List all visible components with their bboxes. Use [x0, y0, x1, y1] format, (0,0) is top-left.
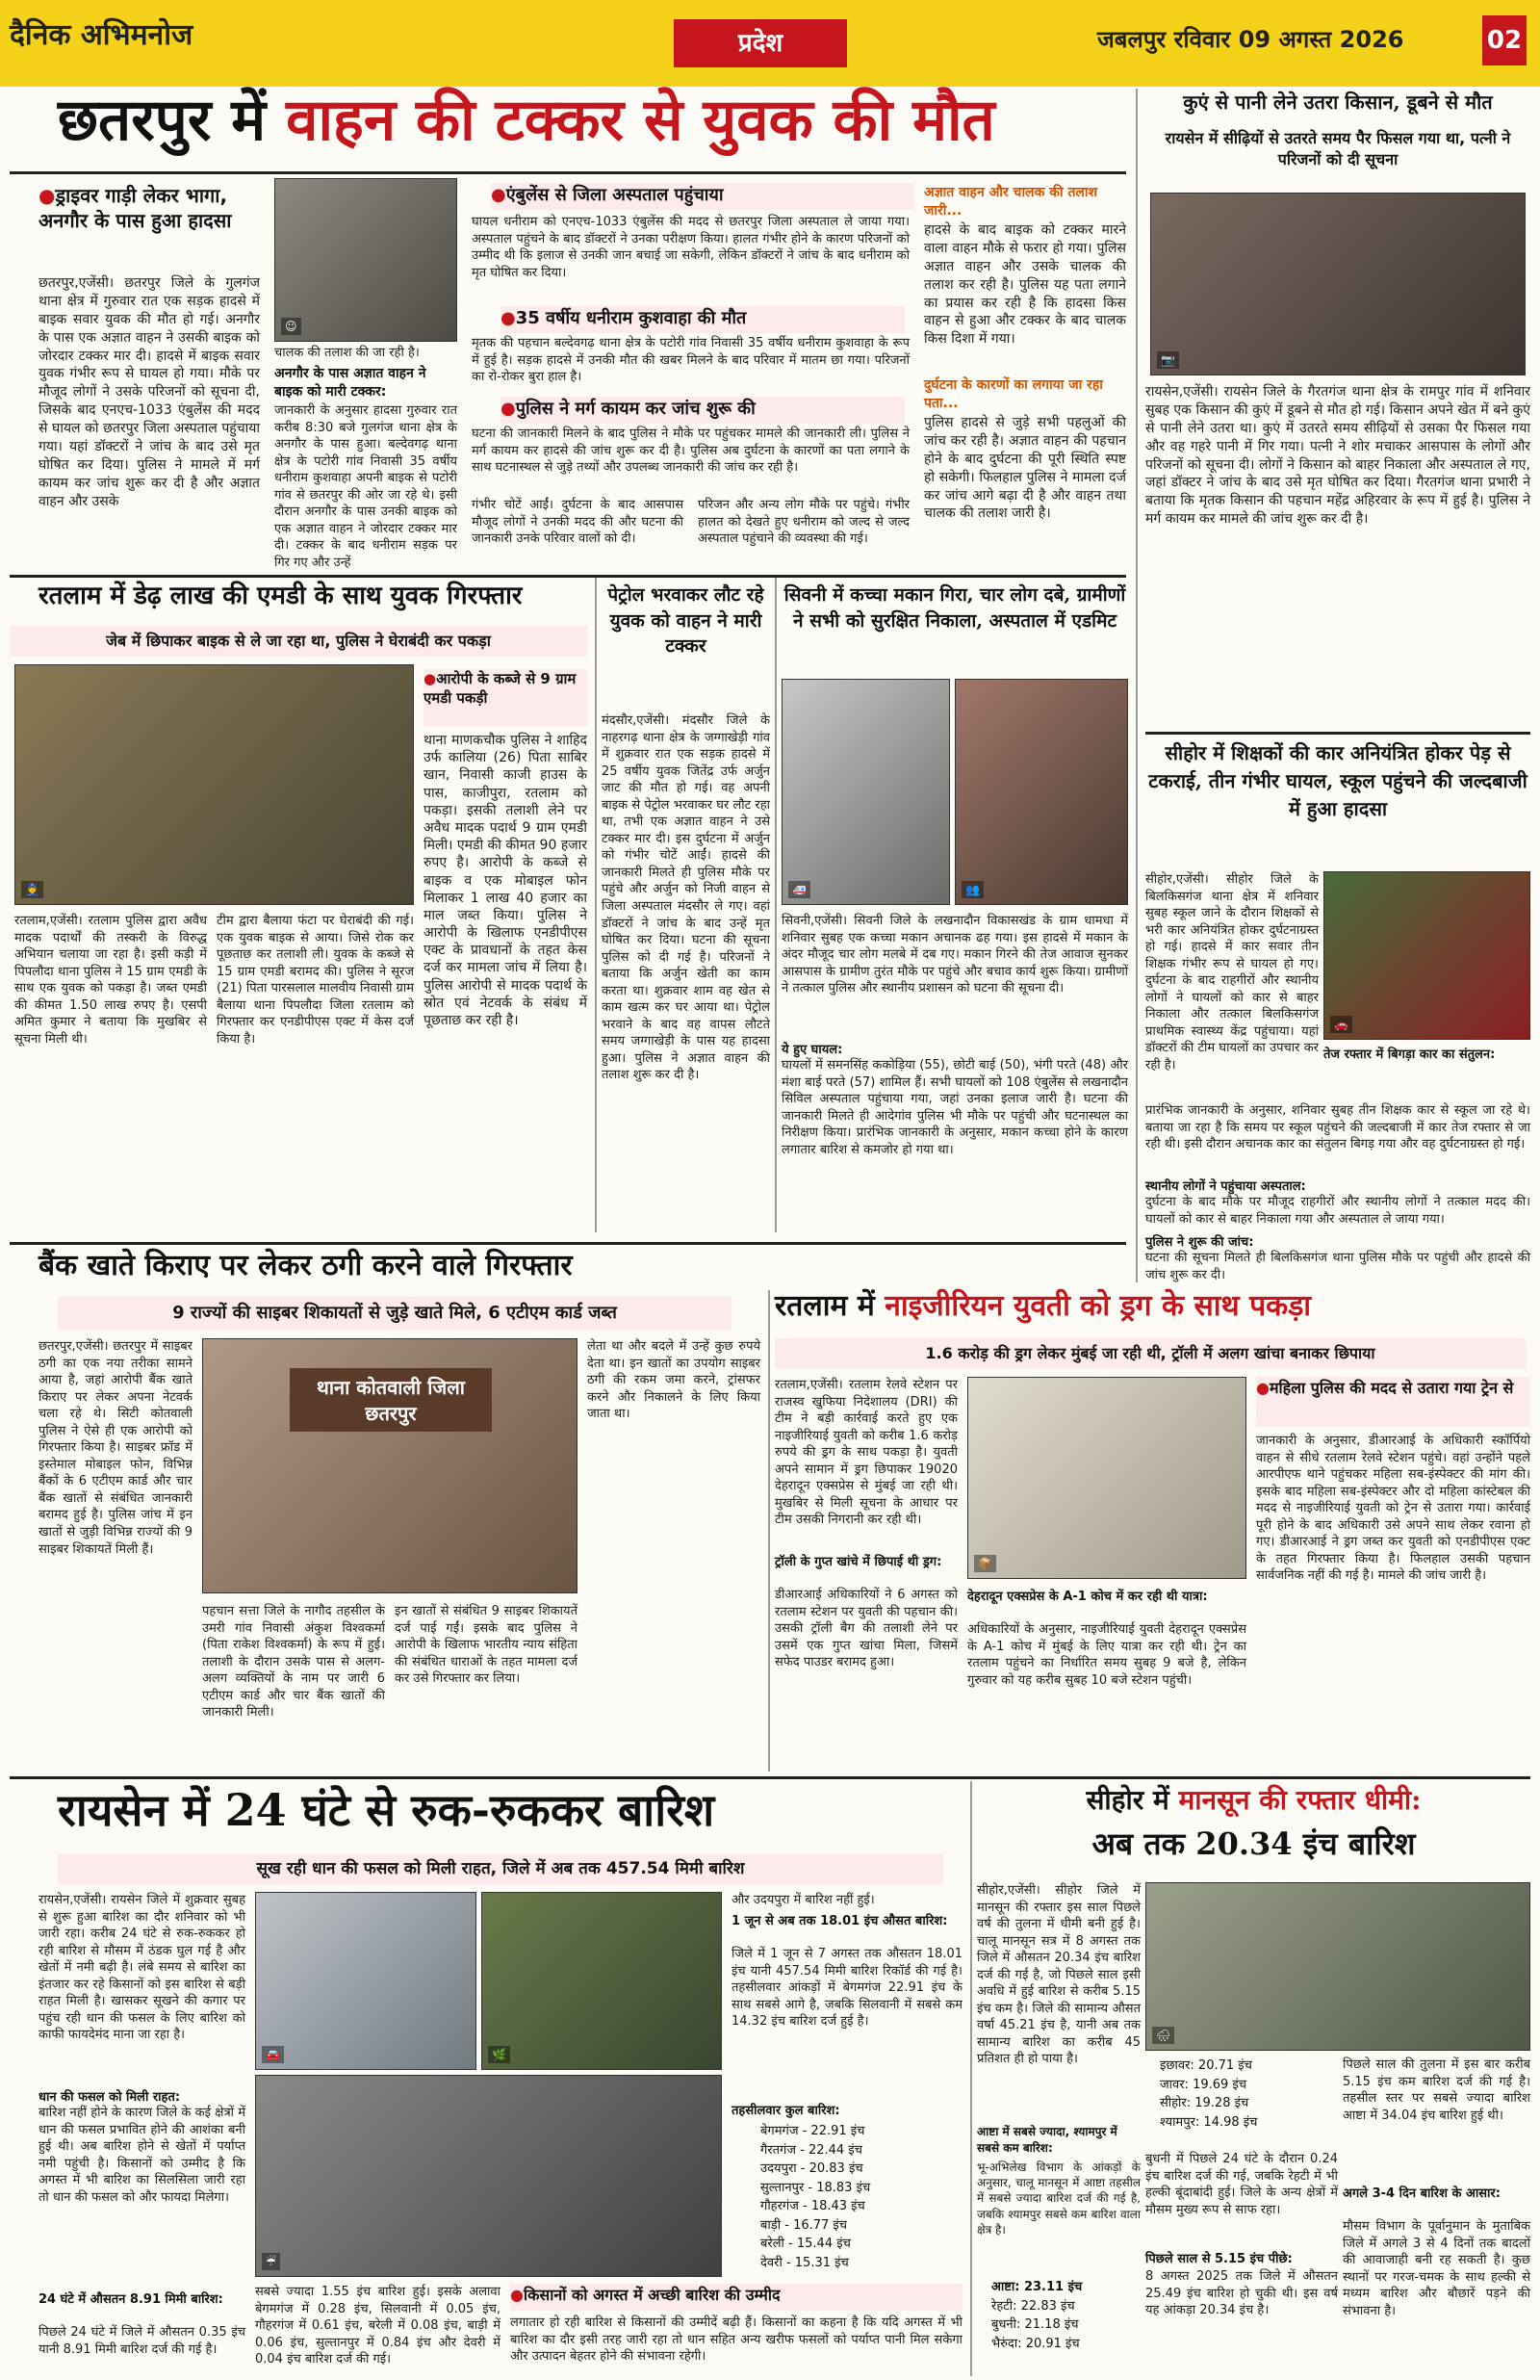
- story10-body5: पिछले साल की तुलना में इस बार करीब 5.15 इंच कम बारिश दर्ज की गई है। तहसील स्तर पर सबसे ज्यादा बारिश आष्टा में 34.04 इंच बारिश हुई थी।: [1343, 2057, 1530, 2123]
- story1-body6: गंभीर चोटें आईं। दुर्घटना के बाद आसपास मौजूद लोगों ने उनकी मदद की और घटना की जानकारी उनके परिवार वालों को दी।: [472, 498, 683, 547]
- story8-headline-part2: नाइजीरियन युवती को ड्रग के साथ पकड़ा: [885, 1289, 1312, 1323]
- divider: [1145, 732, 1530, 735]
- newspaper-logo: दैनिक अभिमनोज: [10, 18, 193, 52]
- photo-label: ☔: [262, 2253, 280, 2270]
- story9-body2: बारिश नहीं होने के कारण जिले के कई क्षेत्रों में धान की फसल प्रभावित होने की आशंका बनी हुई थी। अब बारिश होने से खेतों में पर्याप्त नमी पहुंची है। किसानों को उम्मीद है कि अगस्त में भी बारिश का सिलसिला जारी रहा तो धान की फसल को और फायदा मिलेगा।: [38, 2106, 245, 2205]
- story6-body: सीहोर,एजेंसी। सीहोर जिले के बिलकिसगंज थाना क्षेत्र में शनिवार सुबह स्कूल जाने के दौरान शिक्षकों से भरी कार अनियंत्रित होकर दुर्घटनाग्रस्त हो गई। हादसे में कार सवार तीन शिक्षक गंभीर रूप से घायल हो गए। दुर्घटना के बाद राहगीरों और स्थानीय लोगों ने घायलों को कार से बाहर निकाला और तत्काल बिलकिसगंज प्राथमिक स्वास्थ्य केंद्र पहुंचाया। यहां डॉक्टरों की टीम घायलों का उपचार कर रही है।: [1145, 872, 1319, 1074]
- story2-headline: कुएं से पानी लेने उतरा किसान, डूबने से मौत: [1183, 91, 1493, 114]
- story6-body4: घटना की सूचना मिलते ही बिलकिसगंज थाना पुलिस मौके पर पहुंची और हादसे की जांच शुरू कर दी।: [1145, 1251, 1530, 1282]
- photo-label: 👥: [962, 881, 984, 898]
- story3-headline: रतलाम में डेढ़ लाख की एमडी के साथ युवक गिरफ्तार: [38, 582, 523, 610]
- story10-body1: सीहोर,एजेंसी। सीहोर जिले में मानसून की रफ्तार इस साल पिछले वर्ष की तुलना में धीमी बनी हुई है। चालू मानसून सत्र में 8 अगस्त तक जिले में औसतन 20.34 इंच बारिश दर्ज की गई है, जो पिछले साल इसी अवधि में हुई बारिश से करीब 5.15 इंच कम है। जिले की सामान्य औसत वर्षा 45.21 इंच है, यानी अब तक सामान्य बारिश का करीब 45 प्रतिशत ही हो पाया है।: [977, 1883, 1141, 2067]
- story1-photo-caption: चालक की तलाश की जा रही है।: [274, 346, 420, 360]
- story3-subhead: जेब में छिपाकर बाइक से ले जा रहा था, पुलिस ने घेराबंदी कर पकड़ा: [10, 626, 587, 657]
- divider: [768, 1290, 770, 1772]
- story7-headline: बैंक खाते किराए पर लेकर ठगी करने वाले गिरफ्तार: [38, 1249, 573, 1282]
- story8-photo-drugs: [967, 1377, 1246, 1579]
- story1-body3: घायल धनीराम को एनएच-1033 एंबुलेंस की मदद से छतरपुर जिला अस्पताल ले जाया गया। अस्पताल पहुंचने के बाद डॉक्टरों ने उनका परीक्षण किया। हालत गंभीर होने के कारण परिजनों को उम्मीद थी कि इलाज से उनकी जान बचाई जा सकेगी, लेकिन डॉक्टरों ने जांच के बाद धनीराम को मृत घोषित कर दिया।: [472, 215, 910, 280]
- story10-body2: भू-अभिलेख विभाग के आंकड़ों के अनुसार, चालू मानसून में आष्टा तहसील में सबसे ज्यादा बारिश दर्ज की गई है, जबकि श्यामपुर सबसे कम बारिश वाला क्षेत्र है।: [977, 2160, 1141, 2237]
- story1-body2: जानकारी के अनुसार हादसा गुरुवार रात करीब 8:30 बजे गुलगंज थाना क्षेत्र के अनगौर के पास हुआ। बल्देवगढ़ थाना क्षेत्र के पटोरी गांव निवासी 35 वर्षीय धनीराम कुशवाहा अपनी बाइक से पटोरी गांव से छतरपुर की ओर जा रहे थे। इसी दौरान अनगौर के पास उनकी बाइक को एक अज्ञात वाहन ने जोरदार टक्कर मार दी। टक्कर के बाद धनीराम सड़क पर गिर गए और उन्हें: [274, 403, 457, 570]
- story9-photo-car-rain: [255, 1892, 476, 2070]
- page-number: 02: [1482, 15, 1527, 65]
- story9-body6: सबसे ज्यादा 1.55 इंच बारिश हुई। इसके अलावा बेगमगंज में 0.28 इंच, सिलवानी में 0.05 इंच, गौहरगंज में 0.61 इंच, बरेली में 0.08 इंच, बाड़ी में 0.06 इंच, सुल्तानपुर में 0.84 इंच और देवरी में 0.04 इंच बारिश दर्ज की गई।: [255, 2285, 500, 2367]
- story1-body7: परिजन और अन्य लोग मौके पर पहुंचे। गंभीर हालत को देखते हुए धनीराम को जल्द से जल्द अस्पताल पहुंचाने की व्यवस्था की गई।: [698, 498, 910, 547]
- story3-box-body: थाना माणकचौक पुलिस ने शाहिद उर्फ कालिया (26) पिता साबिर खान, निवासी काजी हाउस के पास, काजीपुरा, रतलाम को पकड़ा। इसकी तलाशी लेने पर अवैध मादक पदार्थ 9 ग्राम एमडी मिली। एमडी की कीमत 90 हजार रुपए है। आरोपी के कब्जे से बाइक व एक मोबाइल फोन मिलाकर 1 लाख 40 हजार का माल जब्त किया। पुलिस ने आरोपी के खिलाफ एनडीपीएस एक्ट के प्रावधानों के तहत केस दर्ज कर मामला जांच में लिया है। पुलिस आरोपी से मादक पदार्थ के स्रोत एवं नेटवर्क के संबंध में पूछताछ कर रही है।: [424, 733, 587, 1028]
- story3-box-title: ● आरोपी के कब्जे से 9 ग्राम एमडी पकड़ी: [424, 669, 587, 727]
- story1-headline-part2: वाहन की टक्कर से युवक की मौत: [286, 87, 995, 154]
- story9-body4: और उदयपुरा में बारिश नहीं हुई।: [732, 1893, 875, 1907]
- story9-subhead2: धान की फसल को मिली राहत:: [38, 2090, 181, 2105]
- divider: [1136, 89, 1138, 1282]
- masthead: [0, 0, 1540, 87]
- story9-photo-market: [481, 1892, 722, 2070]
- story10-headline-line2: अब तक 20.34 इंच बारिश: [1091, 1825, 1416, 1862]
- story9-body1: रायसेन,एजेंसी। रायसेन जिले में शुक्रवार सुबह से शुरू हुआ बारिश का दौर शनिवार को भी जारी रहा। करीब 24 घंटे से रुक-रुककर हो रही बारिश से मौसम में ठंडक घुल गई है और खेतों में नमी बढ़ी है। लंबे समय से बारिश का इंतजार कर रहे किसानों को इस बारिश से बड़ी राहत मिली है। खासकर सूखने की कगार पर पहुंच रही धान की फसल के लिए बारिश को काफी फायदेमंद माना जा रहा है।: [38, 1893, 245, 2043]
- story6-subhead3: पुलिस ने शुरू की जांच:: [1145, 1235, 1254, 1250]
- story8-body2: डीआरआई अधिकारियों ने 6 अगस्त को रतलाम स्टेशन पर युवती की पहचान की। उसकी ट्रॉली बैग की तलाशी लेने पर उसमें एक गुप्त खांचा मिला, जिसमें सफेद पाउडर बरामद हुआ।: [775, 1588, 958, 1670]
- story9-photo-street: [255, 2075, 722, 2277]
- story8-body3: अधिकारियों के अनुसार, नाइजीरियाई युवती देहरादून एक्सप्रेस के A-1 कोच में मुंबई के लिए यात्रा कर रही थी। ट्रेन का रतलाम पहुंचने का निर्धारित समय सुबह 9 बजे है, लेकिन गुरुवार को यह करीब सुबह 10 बजे स्टेशन पहुंची।: [967, 1622, 1246, 1688]
- story10-subhead3: अगले 3-4 दिन बारिश के आसार:: [1343, 2186, 1501, 2201]
- list-item: बेगमगंज - 22.91 इंच: [760, 2124, 865, 2138]
- photo-label: 🚘: [262, 2046, 284, 2063]
- list-item: सीहोर: 19.28 इंच: [1160, 2096, 1249, 2110]
- story7-body2: पहचान सत्ता जिले के नागौद तहसील के उमरी गांव निवासी अंकुश विश्वकर्मा (पिता राकेश विश्वकर्मा) के रूप में हुई। तलाशी के दौरान उसके पास से अलग-अलग व्यक्तियों के नाम पर जारी 6 एटीएम कार्ड और चार बैंक खातों की जानकारी मिली।: [202, 1604, 385, 1720]
- story10-subhead2: पिछले साल से 5.15 इंच पीछे:: [1145, 2252, 1293, 2266]
- story10-body6: मौसम विभाग के पूर्वानुमान के मुताबिक जिले में अगले 3 से 4 दिनों तक बादलों की आवाजाही बनी रह सकती है। कुछ स्थानों पर गरज-चमक के साथ हल्की से मध्यम बारिश और बौछारें पड़ने की संभावना है।: [1343, 2219, 1530, 2318]
- list-item: उदयपुरा - 20.83 इंच: [760, 2161, 863, 2176]
- story4-body: मंदसौर,एजेंसी। मंदसौर जिले के नाहरगढ़ थाना क्षेत्र के जग्गाखेड़ी गांव में शुक्रवार रात एक सड़क हादसे में 25 वर्षीय युवक जितेंद्र उर्फ अर्जुन जाट की मौत हो गई। वह अपनी बाइक से पेट्रोल भरवाकर घर लौट रहा था, तभी एक अज्ञात वाहन ने उसे टक्कर मार दी। इस दुर्घटना में अर्जुन को गंभीर चोटें आईं। हादसे की जानकारी मिलते ही पुलिस मौके पर पहुंचे और अर्जुन को निजी वाहन से जिला अस्पताल मंदसौर ले गए। वहां डॉक्टरों ने जांच के बाद उन्हें मृत घोषित कर दिया। घटना की सूचना पुलिस को दी गई है। परिजनों ने बताया कि अर्जुन खेती का काम करता था। शुक्रवार शाम वह खेत से काम खत्म कर घर आया था। पेट्रोल भरवाने के बाद वह वापस लौटते समय जग्गाखेड़ी के पास यह हादसा हुआ। पुलिस ने अज्ञात वाहन की तलाश शुरू कर दी है।: [602, 713, 770, 1083]
- story5-photo-ambulance: [782, 679, 950, 905]
- story8-side-body: जानकारी के अनुसार, डीआरआई के अधिकारी स्कॉर्पियो वाहन से सीधे रतलाम रेलवे स्टेशन पहुंचे। वहां उन्होंने पहले आरपीएफ थाने पहुंचकर महिला सब-इंस्पेक्टर की मांग की। इसके बाद महिला सब-इंस्पेक्टर और दो महिला कांस्टेबल की मदद से नाइजीरियाई युवती को ट्रेन से उतारा गया। कार्रवाई पूरी होने के बाद अधिकारी उसे अपने साथ लेकर रवाना हो गए। डीआरआई ने ड्रग जब्त कर युवती को एनडीपीएस एक्ट के तहत गिरफ्तार किया है। फिलहाल उसकी पहचान सार्वजनिक नहीं की गई है। मामले की जांच जारी है।: [1256, 1434, 1530, 1584]
- story6-subhead2: स्थानीय लोगों ने पहुंचाया अस्पताल:: [1145, 1179, 1306, 1194]
- story2-photo-women: [1150, 193, 1526, 375]
- story7-photo-sign: थाना कोतवाली जिला छतरपुर: [290, 1368, 492, 1432]
- story5-body2: घायलों में समनसिंह ककोड़िया (55), छोटी बाई (50), भंगी परते (48) और मंशा बाई परते (57) शामिल हैं। सभी घायलों को 108 एंबुलेंस से लखनादौन सिविल अस्पताल पहुंचाया गया, जहां उनका इलाज जारी है। घटना की जानकारी मिलते ही आदेगांव पुलिस भी मौके पर पहुंची और घटनास्थल का निरीक्षण किया। प्रारंभिक जानकारी के अनुसार, मकान कच्चा होने के कारण लगातार बारिश से कमजोर हो गया था।: [782, 1058, 1128, 1157]
- story1-body5: घटना की जानकारी मिलने के बाद पुलिस ने मौके पर पहुंचकर मामले की जानकारी ली। पुलिस ने मर्ग कायम कर हादसे की जांच शुरू कर दी है। पुलिस अब दुर्घटना के कारणों का पता लगाने के साथ घटनास्थल से जुड़े तथ्यों और उपलब्ध जानकारी की जांच कर रही है।: [472, 427, 910, 476]
- story9-subhead3: 24 घंटे में औसतन 8.91 मिमी बारिश:: [38, 2292, 223, 2307]
- story7-subhead: 9 राज्यों की साइबर शिकायतों से जुड़े खाते मिले, 6 एटीएम कार्ड जब्त: [58, 1297, 732, 1330]
- list-item: आष्टा: 23.11 इंच: [991, 2280, 1083, 2294]
- story6-photo-car: [1323, 871, 1530, 1040]
- story9-subhead4: 1 जून से अब तक 18.01 इंच औसत बारिश:: [732, 1914, 948, 1928]
- story8-headline: [775, 1290, 1530, 1332]
- story7-body1: छतरपुर,एजेंसी। छतरपुर में साइबर ठगी का एक नया तरीका सामने आया है, जहां आरोपी बैंक खाते किराए पर लेकर अपना नेटवर्क चला रहे थे। सिटी कोतवाली पुलिस ने ऐसे ही एक आरोपी को गिरफ्तार किया है। साइबर फ्रॉड में इस्तेमाल मोबाइल फोन, विभिन्न बैंकों के 6 एटीएम कार्ड और चार बैंक खातों से संबंधित जानकारी बरामद हुई है। पुलिस जांच में इन खातों से जुड़ी विभिन्न राज्यों की 9 साइबर शिकायतें मिली हैं।: [38, 1339, 192, 1557]
- story6-headline: सीहोर में शिक्षकों की कार अनियंत्रित होकर पेड़ से टकराई, तीन गंभीर घायल, स्कूल पहुंचने की जल्दबाजी में हुआ हादसा: [1148, 741, 1527, 820]
- section-label: प्रदेश: [674, 19, 847, 67]
- list-item: जावर: 19.69 इंच: [1160, 2077, 1247, 2092]
- story9-tehsil-list: [760, 2122, 962, 2276]
- list-item: बरेली - 15.44 इंच: [760, 2237, 851, 2251]
- story2-subhead: रायसेन में सीढ़ियों से उतरते समय पैर फिसल गया था, पत्नी ने परिजनों को दी सूचना: [1165, 129, 1511, 169]
- story1-side-subhead2: दुर्घटना के कारणों का लगाया जा रहा पता...: [924, 377, 1103, 411]
- story8-subhead2: ट्रॉली के गुप्त खांचे में छिपाई थी ड्रग:: [775, 1555, 942, 1569]
- story2-body: रायसेन,एजेंसी। रायसेन जिले के गैरतगंज थाना क्षेत्र के रामपुर गांव में शनिवार सुबह एक किसान की कुएं में डूबने से मौत हो गई। किसान अपने खेत में बने कुएं से पानी लेने उतरा था। कुएं में उतरते समय सीढ़ियों से उसका पैर फिसल गया और वह गहरे पानी में गिर गया। पत्नी ने शोर मचाकर आसपास के लोगों और परिजनों को सूचना दी। लोगों ने किसान को बाहर निकाला और अस्पताल ले गए, जहां डॉक्टर ने जांच के बाद उसे मृत घोषित कर दिया। गैरतगंज थाना प्रभारी ने बताया कि मृतक किसान की पहचान महेंद्र अहिरवार के रूप में हुई है। पुलिस ने मर्ग कायम कर मामले की जांच शुरू कर दी है।: [1145, 384, 1530, 528]
- list-item: रेहटी: 22.83 इंच: [991, 2298, 1075, 2314]
- story4-headline: पेट्रोल भरवाकर लौट रहे युवक को वाहन ने मारी टक्कर: [607, 584, 764, 658]
- divider: [10, 1776, 1530, 1779]
- list-item: देवरी - 15.31 इंच: [760, 2255, 849, 2270]
- story1-subhead: ● ड्राइवर गाड़ी लेकर भागा, अनगौर के पास हुआ हादसा: [38, 183, 260, 270]
- list-item: भैरुंदा: 20.91 इंच: [991, 2336, 1080, 2351]
- story9-callout-body: लगातार हो रही बारिश से किसानों की उम्मीदें बढ़ी हैं। किसानों का कहना है कि यदि अगस्त में भी बारिश का दौर इसी तरह जारी रहा तो धान सहित अन्य खरीफ फसलों को पर्याप्त पानी मिल सकेगा और उत्पादन बेहतर होने की संभावना रहेगी।: [510, 2315, 962, 2365]
- story10-list2: [1160, 2057, 1333, 2149]
- photo-label: ☺: [281, 318, 301, 335]
- story6-subhead1: तेज रफ्तार में बिगड़ा कार का संतुलन:: [1323, 1048, 1496, 1062]
- divider: [10, 575, 1126, 578]
- story5-headline: सिवनी में कच्चा मकान गिरा, चार लोग दबे, ग्रामीणों ने सभी को सुरक्षित निकाला, अस्पताल में एडमिट: [783, 584, 1126, 632]
- list-item: गैरतगंज - 22.44 इंच: [760, 2142, 862, 2158]
- story1-subhead5: ● पुलिस ने मर्ग कायम कर जांच शुरू की: [500, 397, 905, 424]
- photo-label: 🚗: [1330, 1016, 1352, 1033]
- photo-label: 🚑: [788, 881, 810, 898]
- list-item: बुधनी: 21.18 इंच: [991, 2317, 1079, 2332]
- story1-body4: मृतक की पहचान बल्देवगढ़ थाना क्षेत्र के पटोरी गांव निवासी 35 वर्षीय धनीराम कुशवाहा के रूप में हुई है। सड़क हादसे में उनकी मौत की खबर मिलने के बाद परिवार में मातम छा गया। परिजनों का रो-रोकर बुरा हाल है।: [472, 336, 910, 385]
- story1-side-body1: हादसे के बाद बाइक को टक्कर मारने वाला वाहन मौके से फरार हो गया। पुलिस अज्ञात वाहन और उसके चालक की तलाश कर रही है। पुलिस यह पता लगाने का प्रयास कर रही है कि हादसा किस वाहन से हुआ और टक्कर के बाद चालक किस दिशा में गया।: [924, 222, 1126, 348]
- story9-list-title: तहसीलवार कुल बारिश:: [732, 2104, 840, 2118]
- photo-label: 🌿: [488, 2046, 510, 2063]
- photo-label: 📷: [1157, 351, 1179, 369]
- story8-subhead3: देहरादून एक्सप्रेस के A-1 कोच में कर रही थी यात्रा:: [967, 1590, 1208, 1604]
- list-item: इछावर: 20.71 इंच: [1160, 2058, 1252, 2073]
- story10-headline-part2: मानसून की रफ्तार धीमी:: [1178, 1784, 1422, 1816]
- story8-headline-part1: रतलाम में: [775, 1289, 886, 1323]
- divider: [970, 1781, 972, 2376]
- story1-headline: [58, 89, 1136, 170]
- story10-subhead1: आष्टा में सबसे ज्यादा, श्यामपुर में सबसे कम बारिश:: [977, 2125, 1117, 2155]
- story6-body3: दुर्घटना के बाद मौके पर मौजूद राहगीरों और स्थानीय लोगों ने तत्काल मदद की। घायलों को कार से बाहर निकाला गया और अस्पताल ले जाया गया।: [1145, 1195, 1530, 1227]
- list-item: सुल्तानपुर - 18.83 इंच: [760, 2180, 871, 2195]
- story8-side-subhead: ● महिला पुलिस की मदद से उतारा गया ट्रेन से: [1256, 1377, 1530, 1427]
- story9-body3: पिछले 24 घंटे में जिले में औसतन 0.35 इंच यानी 8.91 मिमी बारिश दर्ज की गई है।: [38, 2325, 245, 2357]
- story10-list1: [991, 2278, 1141, 2374]
- story1-subhead3: ● एंबुलेंस से जिला अस्पताल पहुंचाया: [491, 183, 914, 210]
- story10-headline: [977, 1786, 1530, 1824]
- story1-subhead2: अनगौर के पास अज्ञात वाहन ने बाइक को मारी टक्कर:: [274, 366, 426, 400]
- story7-body3: इन खातों से संबंधित 9 साइबर शिकायतें दर्ज पाई गईं। इसके बाद पुलिस ने आरोपी के खिलाफ भारतीय न्याय संहिता की संबंधित धाराओं के तहत मामला दर्ज कर उसे गिरफ्तार कर लिया।: [395, 1604, 578, 1687]
- list-item: गौहरगंज - 18.43 इंच: [760, 2199, 865, 2213]
- story1-headline-part1: छतरपुर में: [58, 87, 287, 154]
- divider: [775, 578, 777, 1232]
- divider: [10, 171, 1126, 174]
- story10-body3: बुधनी में पिछले 24 घंटे के दौरान 0.24 इंच बारिश दर्ज की गई, जबकि रेहटी में भी हल्की बूंदाबांदी हुई। जिले के अन्य क्षेत्रों में मौसम मुख्य रूप से साफ रहा।: [1145, 2152, 1338, 2217]
- story7-photo-police-station: [202, 1338, 578, 1593]
- story1-body1: छतरपुर,एजेंसी। छतरपुर जिले के गुलगंज थाना क्षेत्र में गुरुवार रात एक सड़क हादसे में बाइक सवार युवक की मौत हो गई। अनगौर के पास एक अज्ञात वाहन ने उसकी बाइक को जोरदार टक्कर मार दी। हादसे में बाइक सवार युवक गंभीर रूप से घायल हो गया। मौके पर मौजूद लोगों ने उसके परिजनों को सूचना दी, जिसके बाद एनएच-1033 एंबुलेंस की मदद से घायल को छतरपुर जिला अस्पताल पहुंचाया गया। यहां डॉक्टरों ने जांच के बाद उसे मृत घोषित कर दिया। पुलिस ने मामले में मर्ग कायम कर जांच शुरू कर दी है और अज्ञात वाहन और उसके: [38, 275, 260, 509]
- story9-subhead: सूख रही धान की फसल को मिली राहत, जिले में अब तक 457.54 मिमी बारिश: [58, 1853, 943, 1884]
- story3-photo-police: [14, 664, 414, 905]
- story9-headline: रायसेन में 24 घंटे से रुक-रुककर बारिश: [58, 1784, 715, 1836]
- photo-label: 🌧: [1152, 2027, 1174, 2044]
- story8-subhead: 1.6 करोड़ की ड्रग लेकर मुंबई जा रही थी, ट्रॉली में अलग खांचा बनाकर छिपाया: [775, 1338, 1526, 1369]
- story1-photo-victim: [274, 178, 457, 342]
- story7-body4: लेता था और बदले में उन्हें कुछ रुपये देता था। इन खातों का उपयोग साइबर ठगी की रकम जमा करने, ट्रांसफर करने और निकालने के लिए किया जाता था।: [587, 1339, 760, 1422]
- story1-subhead4: ● 35 वर्षीय धनीराम कुशवाहा की मौत: [500, 306, 905, 333]
- story5-photo-villagers: [955, 679, 1128, 905]
- dateline: जबलपुर रविवार 09 अगस्त 2026: [1097, 26, 1404, 53]
- story1-side-subhead1: अज्ञात वाहन और चालक की तलाश जारी...: [924, 185, 1098, 219]
- story10-headline-part1: सीहोर में: [1086, 1784, 1179, 1816]
- story3-body2: टीम द्वारा बैलाया फंटा पर घेराबंदी की गई। एक युवक बाइक से आया। जिसे रोक कर पूछताछ कर तलाशी ली। युवक के कब्जे से 15 ग्राम एमडी बरामद की। पुलिस ने सूरज (21) पिता पारसलाल मालवीय निवासी ग्राम बैलाया थाना पिपलौदा जिला रतलाम को गिरफ्तार कर एनडीपीएस एक्ट में केस दर्ज किया है।: [217, 914, 414, 1047]
- story5-subhead: ये हुए घायल:: [782, 1043, 843, 1057]
- photo-label: 📦: [974, 1555, 996, 1572]
- story9-callout-title: ● किसानों को अगस्त में अच्छी बारिश की उम्मीद: [510, 2284, 962, 2311]
- divider: [595, 578, 597, 1232]
- story10-photo-road: [1145, 1882, 1530, 2051]
- story6-body2: प्रारंभिक जानकारी के अनुसार, शनिवार सुबह तीन शिक्षक कार से स्कूल जा रहे थे। बताया जा रहा है कि समय पर स्कूल पहुंचने की जल्दबाजी में कार तेज रफ्तार से जा रही थी। इसी दौरान अचानक कार का संतुलन बिगड़ गया और वह दुर्घटनाग्रस्त हो गई।: [1145, 1103, 1530, 1152]
- list-item: श्यामपुर: 14.98 इंच: [1160, 2114, 1258, 2130]
- story1-side-body2: पुलिस हादसे से जुड़े सभी पहलुओं की जांच कर रही है। अज्ञात वाहन की पहचान होने के बाद दुर्घटना की पूरी स्थिति स्पष्ट हो सकेगी। फिलहाल पुलिस ने मामला दर्ज कर जांच आगे बढ़ा दी है और वाहन तथा चालक की तलाश जारी है।: [924, 415, 1126, 522]
- story5-body1: सिवनी,एजेंसी। सिवनी जिले के लखनादौन विकासखंड के ग्राम धामधा में शनिवार सुबह एक कच्चा मकान अचानक ढह गया। इस हादसे में मकान के अंदर मौजूद चार लोग मलबे में दब गए। मकान गिरने की तेज आवाज सुनकर आसपास के ग्रामीण तुरंत मौके पर पहुंचे और बचाव कार्य शुरू किया। ग्रामीणों ने तत्काल पुलिस और स्थानीय प्रशासन को घटना की सूचना दी।: [782, 914, 1128, 996]
- story9-body5: जिले में 1 जून से 7 अगस्त तक औसतन 18.01 इंच यानी 457.54 मिमी बारिश रिकॉर्ड की गई है। तहसीलवार आंकड़ों में बेगमगंज 22.91 इंच के साथ सबसे आगे है, जबकि सिलवानी में सबसे कम 14.32 इंच बारिश दर्ज हुई है।: [732, 1947, 962, 2030]
- list-item: बाड़ी - 16.77 इंच: [760, 2217, 848, 2233]
- story8-body1: रतलाम,एजेंसी। रतलाम रेलवे स्टेशन पर राजस्व खुफिया निदेशालय (DRI) की टीम ने बड़ी कार्रवाई करते हुए एक नाइजीरियाई युवती को करीब 1.6 करोड़ रुपये की ड्रग के साथ पकड़ा है। युवती अपने सामान में ड्रग छिपाकर 19020 देहरादून एक्सप्रेस से मुंबई जा रही थी। मुखबिर से मिली सूचना के आधार पर टीम उसकी निगरानी कर रही थी।: [775, 1378, 958, 1528]
- story3-body1: रतलाम,एजेंसी। रतलाम पुलिस द्वारा अवैध मादक पदार्थों की तस्करी के विरुद्ध अभियान चलाया जा रहा है। इसी कड़ी में पिपलौदा थाना पुलिस ने 15 ग्राम एमडी के साथ एक युवक को पकड़ा है। जब्त एमडी की कीमत 1.50 लाख रुपए है। एसपी अमित कुमार ने बताया कि मुखबिर से सूचना मिली थी।: [14, 914, 207, 1047]
- story10-body4: 8 अगस्त 2025 तक जिले में औसतन 25.49 इंच बारिश हो चुकी थी। इस वर्ष यह आंकड़ा 20.34 इंच है।: [1145, 2269, 1338, 2318]
- photo-label: 👮: [21, 881, 43, 898]
- divider: [10, 1242, 1126, 1245]
